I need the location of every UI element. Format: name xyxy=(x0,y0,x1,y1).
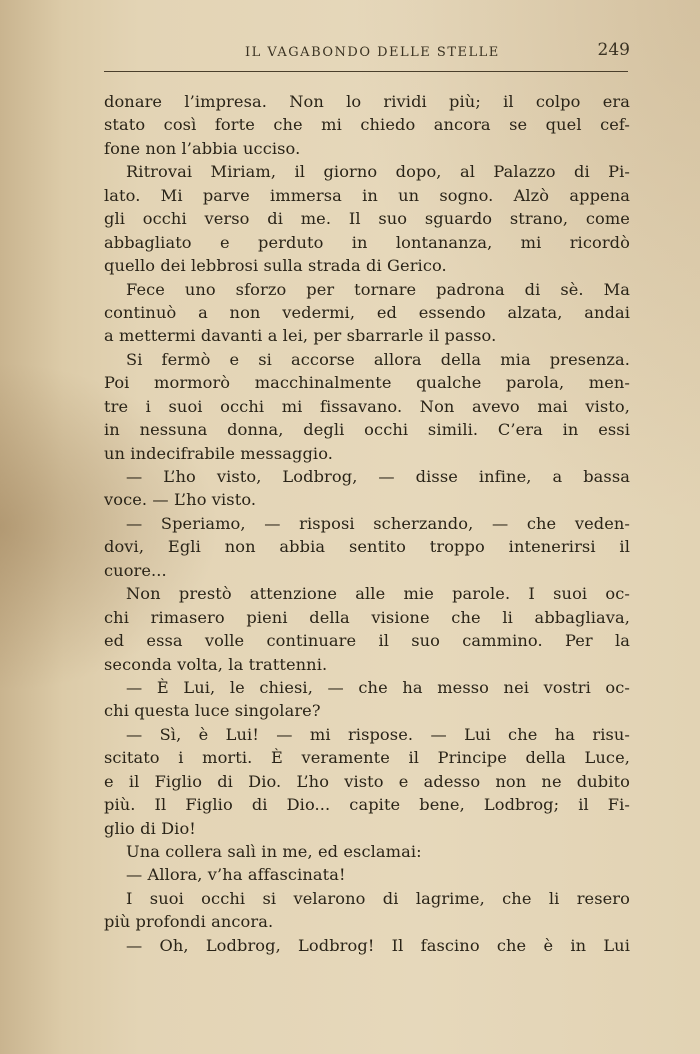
text-line: più profondi ancora. xyxy=(104,912,274,932)
text-line: in nessuna donna, degli occhi simili. C’era in essi xyxy=(104,420,630,440)
text-line: a mettermi davanti a lei, per sbarrarle il passo. xyxy=(104,326,497,346)
text-line: ed essa volle continuare il suo cammino. Per la xyxy=(104,631,630,651)
text-line: — Oh, Lodbrog, Lodbrog! Il fascino che è in Lui xyxy=(126,935,630,955)
header-rule xyxy=(104,71,628,72)
body-text xyxy=(104,90,630,957)
running-head xyxy=(100,40,630,70)
text-line: dovi, Egli non abbia sentito troppo intenerirsi il xyxy=(104,537,630,557)
text-line: — È Lui, le chiesi, — che ha messo nei vostri oc- xyxy=(126,677,630,697)
text-line: I suoi occhi si velarono di lagrime, che li resero xyxy=(126,888,630,908)
text-line: lato. Mi parve immersa in un sogno. Alzò appena xyxy=(104,185,630,205)
page-number: 249 xyxy=(597,40,630,60)
text-line: continuò a non vedermi, ed essendo alzata, andai xyxy=(104,302,630,322)
text-line: voce. — L’ho visto. xyxy=(104,490,257,510)
text-line: — Allora, v’ha affascinata! xyxy=(126,865,346,885)
text-line: stato così forte che mi chiedo ancora se quel cef- xyxy=(104,115,630,135)
text-line: gli occhi verso di me. Il suo sguardo strano, come xyxy=(104,209,630,229)
text-line: Fece uno sforzo per tornare padrona di sè. Ma xyxy=(126,279,630,299)
text-line: — Speriamo, — risposi scherzando, — che veden- xyxy=(126,513,630,533)
text-line: Si fermò e si accorse allora della mia presenza. xyxy=(126,349,630,369)
text-line: più. Il Figlio di Dio... capite bene, Lodbrog; il Fi- xyxy=(104,795,630,815)
text-line: Non prestò attenzione alle mie parole. I suoi oc- xyxy=(126,584,630,604)
text-line: — L’ho visto, Lodbrog, — disse infine, a bassa xyxy=(126,467,630,486)
text-line: glio di Dio! xyxy=(104,818,196,838)
text-line: cuore... xyxy=(104,560,167,580)
text-line: Poi mormorò macchinalmente qualche parola, men- xyxy=(104,373,630,393)
text-line: Ritrovai Miriam, il giorno dopo, al Palazzo di Pi- xyxy=(126,162,630,182)
text-line: chi questa luce singolare? xyxy=(104,701,321,721)
text-line: — Sì, è Lui! — mi rispose. — Lui che ha risu- xyxy=(126,724,630,744)
text-line: tre i suoi occhi mi fissavano. Non avevo mai visto, xyxy=(104,396,630,416)
text-line: un indecifrabile messaggio. xyxy=(104,443,334,463)
text-line: Una collera salì in me, ed esclamai: xyxy=(126,842,422,861)
text-line: quello dei lebbrosi sulla strada di Gerico. xyxy=(104,256,447,276)
running-title: IL VAGABONDO DELLE STELLE xyxy=(245,45,500,60)
text-line: scitato i morti. È veramente il Principe della Luce, xyxy=(104,748,630,768)
text-line: abbagliato e perduto in lontananza, mi ricordò xyxy=(104,232,630,252)
text-line: donare l’impresa. Non lo rividi più; il colpo era xyxy=(104,92,630,111)
text-line: seconda volta, la trattenni. xyxy=(104,654,328,674)
text-line: e il Figlio di Dio. L’ho visto e adesso non ne dubito xyxy=(104,771,630,791)
text-line: chi rimasero pieni della visione che li abbagliava, xyxy=(104,607,630,627)
text-line: fone non l’abbia ucciso. xyxy=(104,138,301,158)
